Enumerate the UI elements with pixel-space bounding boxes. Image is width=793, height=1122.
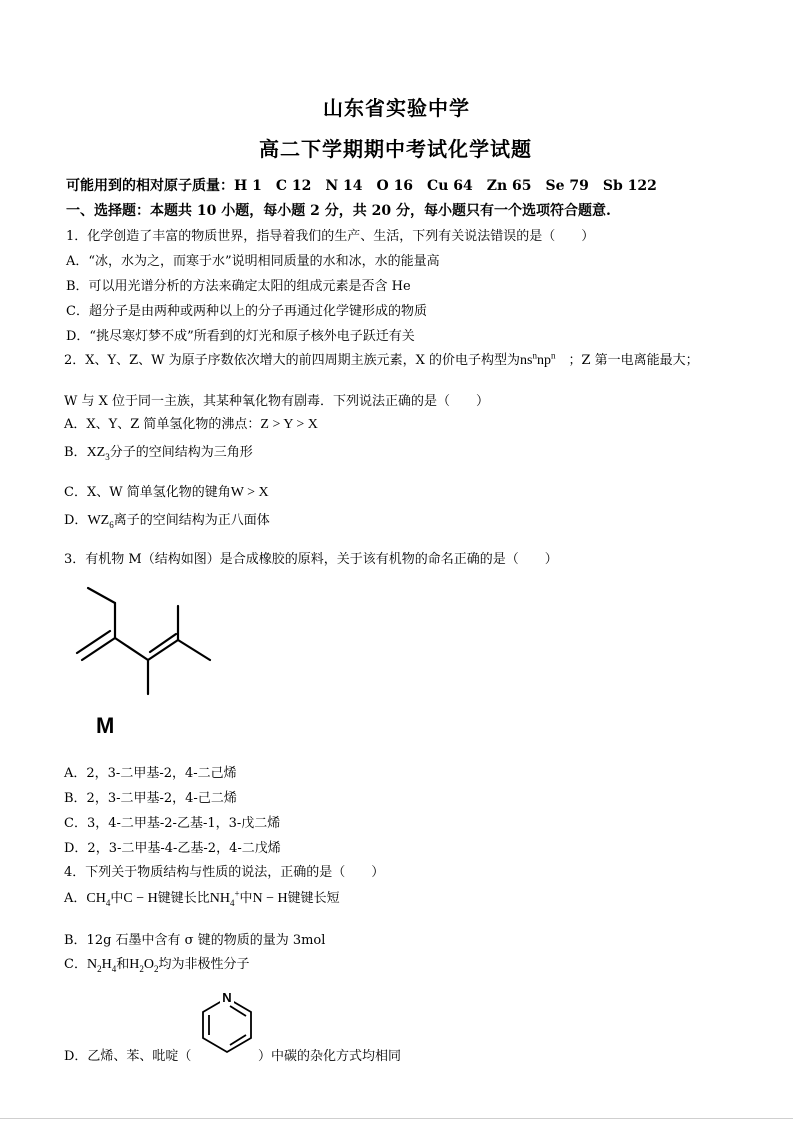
exam-title: 高二下学期期中考试化学试题 <box>259 137 532 161</box>
q4-c-n2h4-sub2: 4 <box>111 963 117 974</box>
section-heading: 一、选择题：本题共 10 小题，每小题 2 分，共 20 分，每小题只有一个选项符合题意. <box>66 203 611 219</box>
q4-c-and: 和 <box>116 957 130 972</box>
q4-option-c <box>64 953 249 974</box>
q2-d-formula-main: WZ <box>87 513 110 528</box>
q2-stem-line1 <box>64 349 699 369</box>
q4-a-mid1: 中 <box>110 891 124 906</box>
q4-option-b: B．12g 石墨中含有 σ 键的物质的量为 3mol <box>64 933 326 948</box>
q4-c-prefix: C． <box>64 957 87 972</box>
q2-option-c <box>64 481 269 501</box>
q4-a-nh-bond: N − H <box>252 891 288 906</box>
q4-c-h2o2 <box>129 957 158 972</box>
q1-option-d: D．“挑尽寒灯梦不成”所看到的灯光和原子核外电子跃迁有关 <box>66 329 415 344</box>
page-bottom-rule <box>0 1118 793 1119</box>
q2-option-b-text: 分子的空间结构为三角形 <box>109 445 253 460</box>
q4-option-a <box>64 887 340 908</box>
q1-option-b: B．可以用光谱分析的方法来确定太阳的组成元素是否含 He <box>66 279 411 294</box>
molecule-m-label: M <box>96 713 115 738</box>
q4-a-ch-bond: C − H <box>123 891 158 906</box>
q4-a-mid3: 中 <box>239 891 253 906</box>
q4-a-nh4-main: NH <box>209 891 230 906</box>
q2-option-d-formula <box>87 513 113 528</box>
q4-a-mid2: 键键长比 <box>157 891 210 906</box>
q4-c-h2o2-sub2: 2 <box>153 963 159 974</box>
bond-terminal-double-2 <box>77 631 110 653</box>
q3-option-a: A．2，3-二甲基-2，4-二己烯 <box>64 766 237 781</box>
pyridine-n-label: N <box>222 990 232 1005</box>
atomic-masses: 可能用到的相对原子质量：H 1 C 12 N 14 O 16 Cu 64 Zn 65 Se 79 Sb 122 <box>66 178 657 194</box>
q3-stem: 3．有机物 M（结构如图）是合成橡胶的原料，关于该有机物的命名正确的是（ ） <box>64 552 558 567</box>
q4-c-h2o2-sub1: 2 <box>139 963 144 974</box>
q4-c-h2o2-h: H <box>129 957 140 972</box>
q4-option-d-part2: ）中碳的杂化方式均相同 <box>258 1049 402 1064</box>
q4-a-ch4 <box>86 891 110 906</box>
q2-option-a-formula: Z > Y > X <box>260 417 318 432</box>
q2-option-b <box>64 441 253 462</box>
q1-option-c: C．超分子是由两种或两种以上的分子再通过化学键形成的物质 <box>66 304 427 319</box>
q4-c-n2h4 <box>87 957 116 972</box>
bond-ethyl-ch3 <box>88 588 115 603</box>
q1-stem: 1．化学创造了丰富的物质世界，指导着我们的生产、生活，下列有关说法错误的是（ ） <box>66 229 595 244</box>
q2-option-a-text: A．X、Y、Z 简单氢化物的沸点： <box>64 417 261 432</box>
q2-config-ns: ns <box>520 353 533 368</box>
q2-option-d <box>64 509 270 530</box>
q2-option-c-text: C．X、W 简单氢化物的键角 <box>64 485 231 500</box>
q2-option-d-text: 离子的空间结构为正八面体 <box>113 513 270 528</box>
q4-c-n2h4-h: H <box>101 957 112 972</box>
q4-stem: 4．下列关于物质结构与性质的说法，正确的是（ ） <box>64 865 385 880</box>
q2-option-d-prefix: D． <box>64 513 88 528</box>
q4-c-n2h4-sub1: 2 <box>97 963 102 974</box>
q4-a-nh4-sup: + <box>234 888 240 899</box>
q4-a-nh4-sub: 4 <box>229 897 235 908</box>
pyridine-double-bond-bottom <box>230 1035 246 1045</box>
bond-c2-c3 <box>115 638 148 660</box>
q2-d-formula-sub: 6 <box>109 519 114 530</box>
q4-a-end: 键键长短 <box>287 891 340 906</box>
q2-option-b-formula <box>87 445 110 460</box>
q4-option-d-part1: D．乙烯、苯、吡啶（ <box>64 1049 192 1064</box>
q2-stem-part2: ；Z 第一电离能最大； <box>568 353 699 368</box>
q2-stem-line2: W 与 X 位于同一主族，其某种氧化物有剧毒．下列说法正确的是（ ） <box>64 394 490 409</box>
q2-option-b-prefix: B． <box>64 445 87 460</box>
q2-b-formula-sub: 3 <box>105 451 110 462</box>
pyridine-ring <box>203 998 251 1052</box>
q3-option-d: D．2，3-二甲基-4-乙基-2，4-二戊烯 <box>64 841 281 856</box>
q4-c-h2o2-o: O <box>143 957 154 972</box>
q2-option-a <box>64 413 318 433</box>
q2-config <box>520 350 556 368</box>
q3-option-b: B．2，3-二甲基-2，4-己二烯 <box>64 791 237 806</box>
q4-a-ch4-sub: 4 <box>105 897 111 908</box>
molecule-m-structure <box>70 578 230 698</box>
school-title: 山东省实验中学 <box>323 96 470 120</box>
q2-config-sup1: n <box>532 350 537 361</box>
q4-c-end: 均为非极性分子 <box>158 957 250 972</box>
q1-option-a: A．“冰，水为之，而寒于水”说明相同质量的水和冰，水的能量高 <box>66 254 440 269</box>
q4-a-ch4-main: CH <box>86 891 106 906</box>
q2-stem-part1: 2．X、Y、Z、W 为原子序数依次增大的前四周期主族元素，X 的价电子构型为 <box>64 353 521 368</box>
bond-terminal-double-1 <box>82 638 115 660</box>
q2-config-sup2: n <box>550 350 556 361</box>
q2-option-c-formula: W > X <box>230 485 269 500</box>
bond-c4-methyl-right <box>178 640 210 660</box>
q4-a-nh4 <box>209 888 240 908</box>
q3-option-c: C．3，4-二甲基-2-乙基-1，3-戊二烯 <box>64 816 281 831</box>
q4-c-n2h4-n: N <box>86 957 98 972</box>
pyridine-structure <box>196 990 258 1058</box>
q4-a-prefix: A． <box>64 891 87 906</box>
q2-config-np: np <box>536 353 551 368</box>
q2-b-formula-main: XZ <box>86 445 106 460</box>
